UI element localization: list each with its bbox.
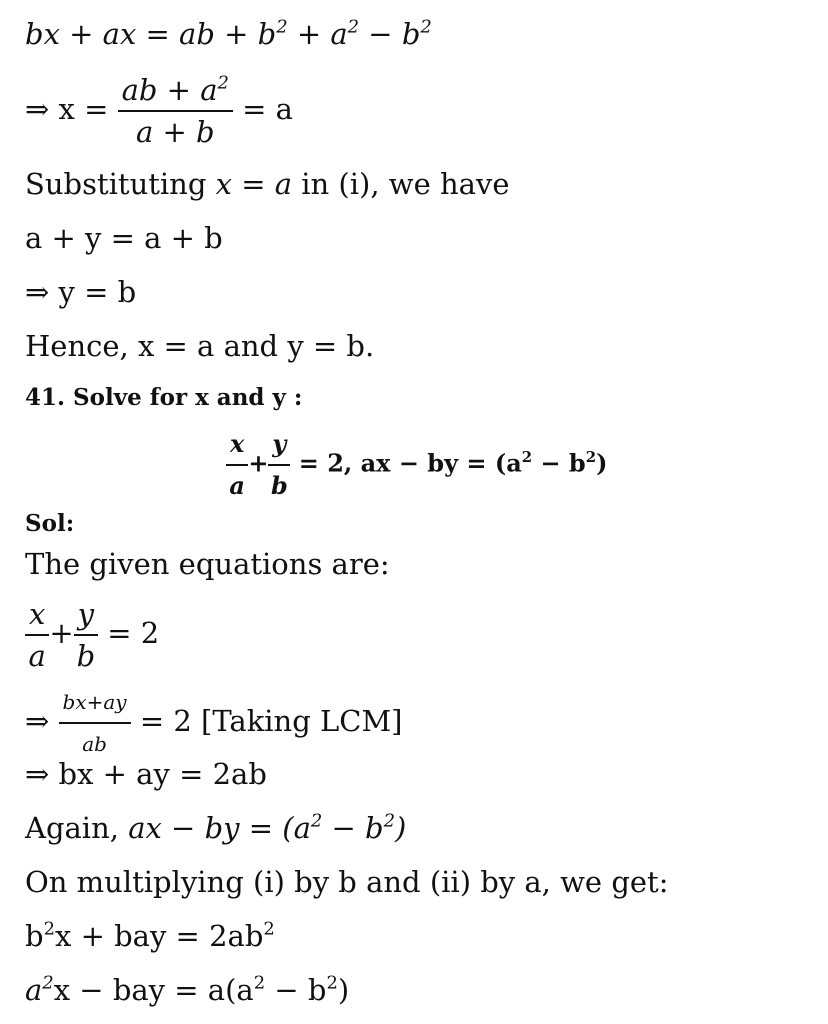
question-heading: 41. Solve for x and y :	[25, 384, 303, 411]
substitution-text: Substituting x = a in (i), we have	[25, 167, 510, 201]
equation-a2x: $a^2x$ − bay = $a(a^2 - b^2)$	[25, 972, 350, 1007]
solution-label: Sol:	[25, 510, 75, 537]
equation-line-4: a + y = a + b	[25, 221, 223, 255]
multiplying-text: On multiplying (i) by b and (ii) by a, we get:	[25, 865, 669, 899]
equation-line-5: ⇒ y = b	[25, 275, 137, 309]
equation-b2x: $b^2x$ + bay = $2ab^2$	[25, 918, 275, 953]
equation-line-1: bx + ax = ab + $b^2 + a^2 - b^2$	[25, 16, 432, 51]
given-text: The given equations are:	[25, 547, 390, 581]
lcm-equation: ⇒ $\frac{bx+ay}{ab}$ = 2 [Taking LCM]	[25, 684, 402, 762]
equation-line-2: ⇒ x = $\frac{ab + a^2}{a + b}$ = a	[25, 72, 293, 149]
question-equation: $\frac{x}{a}$ + $\frac{y}{b}$ = 2, ax − by = $(a^2 - b^2)$	[226, 426, 607, 504]
conclusion-text: Hence, x = a and y = b.	[25, 329, 375, 363]
fraction: $\frac{ab + a^2}{a + b}$	[118, 72, 233, 150]
equation-i: $\frac{x}{a}$ + $\frac{y}{b}$ = 2	[25, 596, 159, 674]
equation-line-bx-ay: ⇒ bx + ay = 2ab	[25, 757, 267, 791]
equation-ii: Again, ax − by = $(a^2 - b^2)$	[25, 810, 407, 845]
